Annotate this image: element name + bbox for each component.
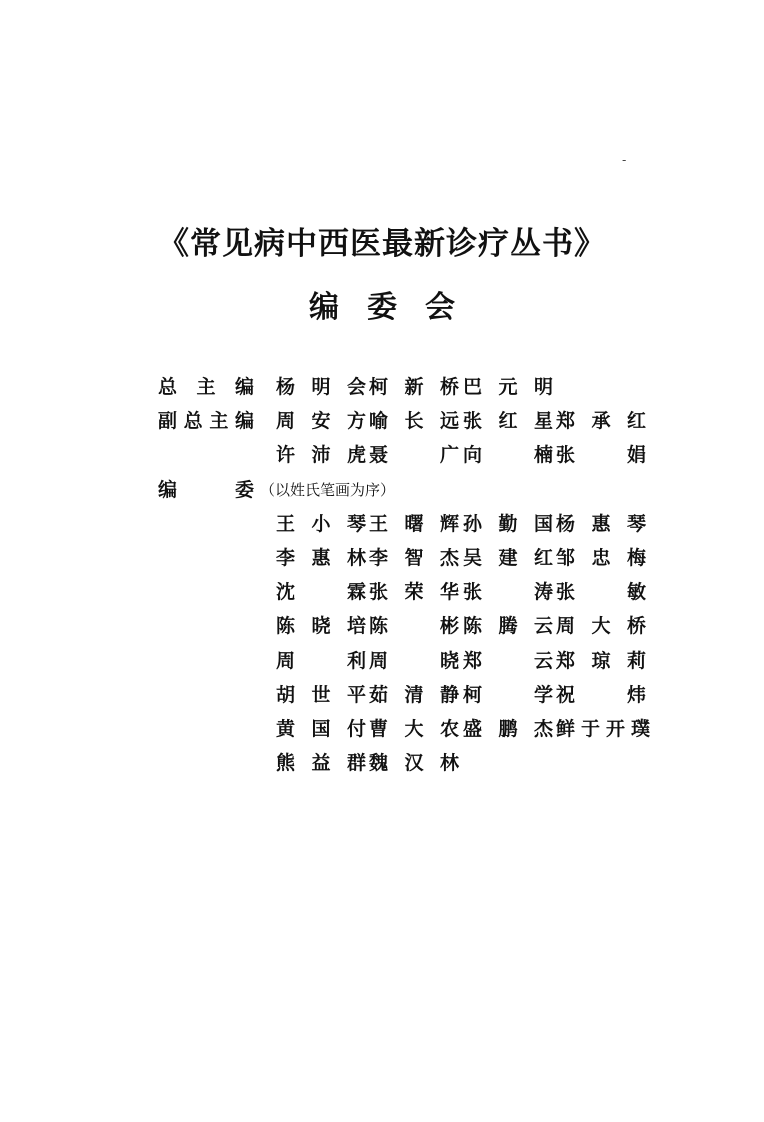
member-name: 邹 忠 梅 xyxy=(556,547,646,569)
member-name: 聂 广 xyxy=(369,444,459,467)
member-name: 张 涛 xyxy=(463,581,553,604)
member-name: 王 小 琴 xyxy=(276,512,366,535)
member-name: 吴 建 红 xyxy=(463,547,553,569)
member-name: 郑 云 xyxy=(463,649,553,672)
member-name: 张 敏 xyxy=(556,581,646,604)
member-name: 杨 明 会 xyxy=(276,376,366,398)
member-name: 周 利 xyxy=(276,649,366,672)
member-name: 茹 清 静 xyxy=(369,683,459,706)
member-name: 喻 长 远 xyxy=(369,410,459,433)
member-name: 李 智 杰 xyxy=(369,547,459,569)
member-name: 祝 炜 xyxy=(556,683,646,706)
member-name: 周 晓 xyxy=(369,649,459,672)
member-name: 李 惠 林 xyxy=(276,547,366,569)
member-name: 张 红 星 xyxy=(463,410,553,433)
member-name: 熊 益 群 xyxy=(276,752,366,775)
member-name: 郑 琼 莉 xyxy=(556,649,646,672)
member-name: 王 曙 辉 xyxy=(369,512,459,535)
member-name: 张 荣 华 xyxy=(369,581,459,604)
member-name: 盛 鹏 杰 xyxy=(463,718,553,740)
ordering-note: （以姓氏笔画为序） xyxy=(260,480,396,499)
role-label: 副 总 主 编 xyxy=(158,410,254,433)
member-name: 柯 学 xyxy=(463,683,553,706)
member-name: 杨 惠 琴 xyxy=(556,512,646,535)
member-name: 柯 新 桥 xyxy=(369,376,459,398)
member-name: 周 大 桥 xyxy=(556,615,646,638)
role-label: 编 委 xyxy=(158,478,254,501)
member-name: 曹 大 农 xyxy=(369,718,459,740)
member-name: 陈 彬 xyxy=(369,615,459,638)
member-name: 孙 勤 国 xyxy=(463,512,553,535)
member-name: 胡 世 平 xyxy=(276,683,366,706)
member-name: 黄 国 付 xyxy=(276,718,366,740)
member-name: 郑 承 红 xyxy=(556,410,646,433)
member-name: 陈 腾 云 xyxy=(463,615,553,638)
member-name: 向 楠 xyxy=(463,444,553,467)
series-title: 《常见病中西医最新诊疗丛书》 xyxy=(158,226,606,262)
member-name: 魏 汉 林 xyxy=(369,752,459,775)
member-name: 巴 元 明 xyxy=(463,376,553,398)
member-name: 周 安 方 xyxy=(276,410,366,433)
role-label: 总 主 编 xyxy=(158,376,254,398)
committee-heading: 编委会 xyxy=(309,290,483,325)
corner-mark: - xyxy=(622,153,627,167)
member-name: 许 沛 虎 xyxy=(276,444,366,467)
member-name: 张 娟 xyxy=(556,444,646,467)
member-name: 陈 晓 培 xyxy=(276,615,366,638)
member-name: 鲜 于 开 璞 xyxy=(556,718,650,740)
member-name: 沈 霖 xyxy=(276,581,366,604)
